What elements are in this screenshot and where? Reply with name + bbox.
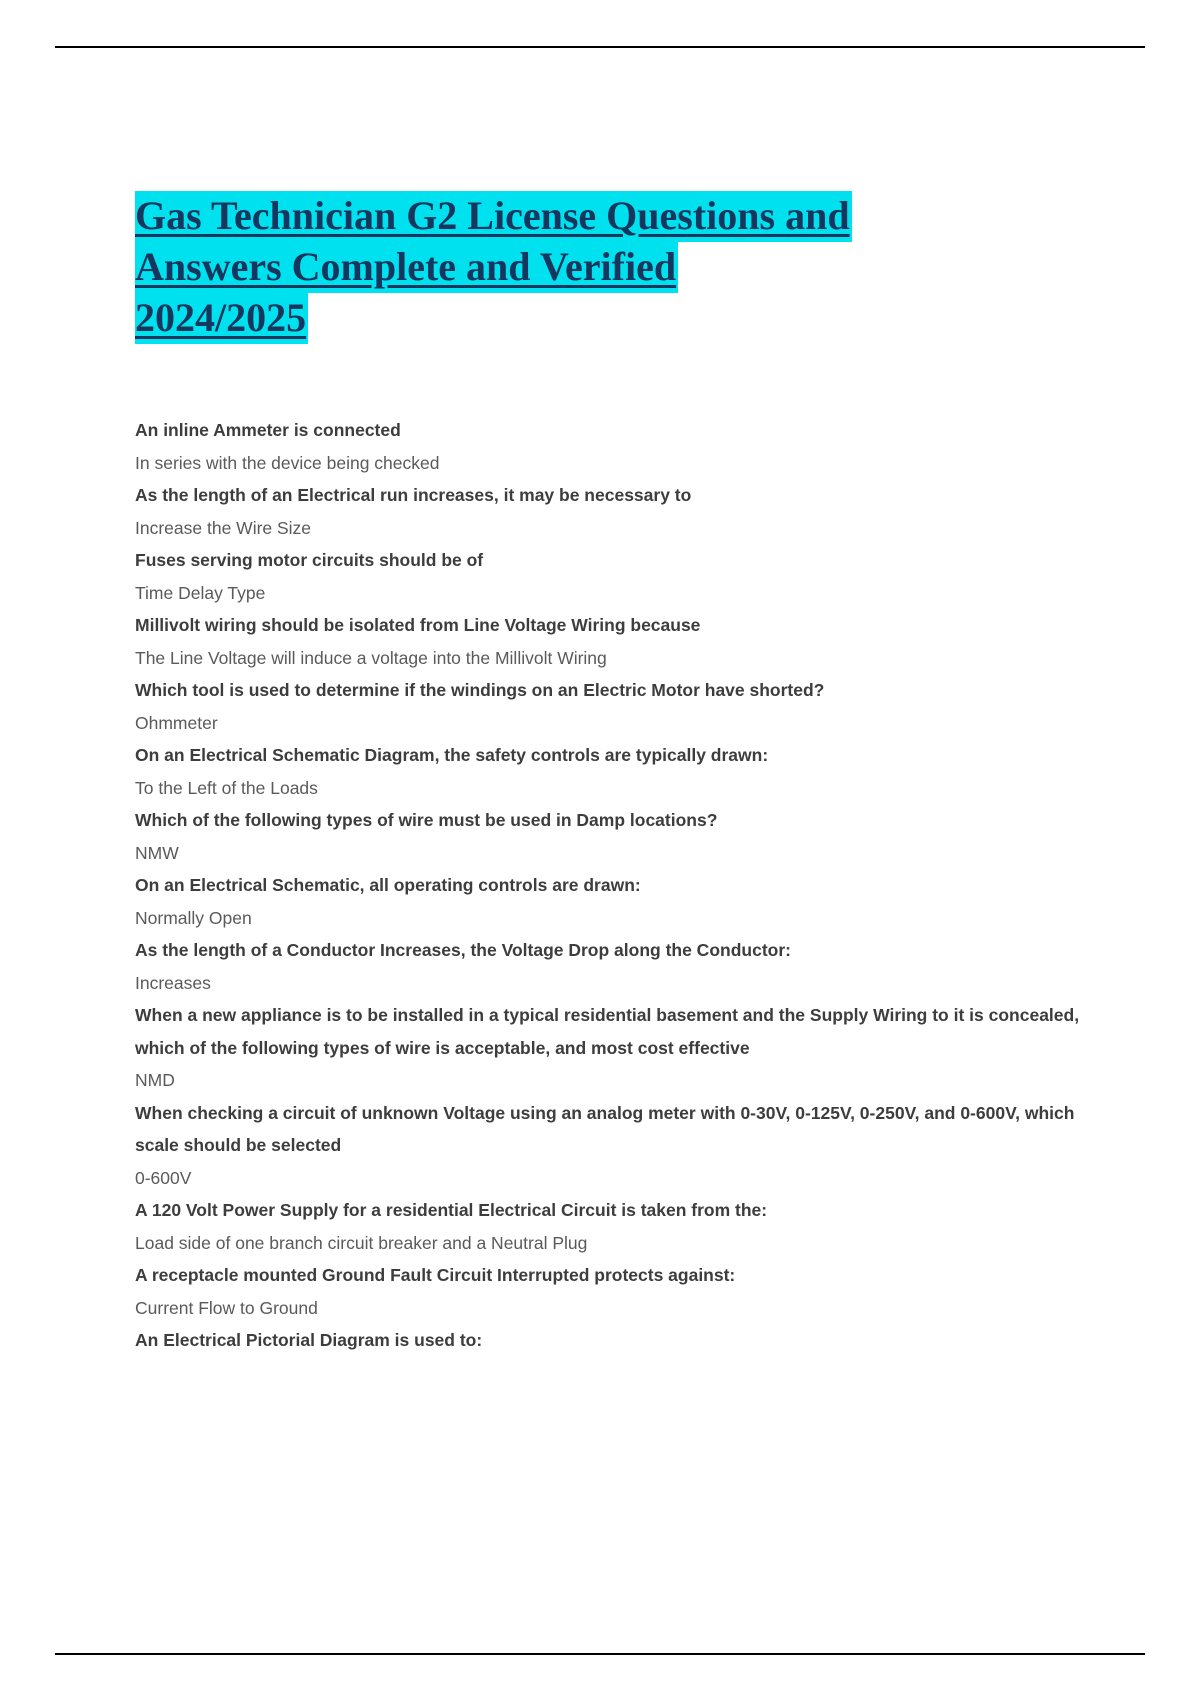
answer-text: NMD [135,1070,175,1090]
qa-item [135,934,1080,999]
answer-text: To the Left of the Loads [135,777,318,798]
answer-text: Load side of one branch circuit breaker and a Neutral Plug [135,1232,588,1253]
question-text: When a new appliance is to be installed in a typical residential basement and the Supply Wiring to it is concealed, which of the following types of wire is acceptable, and most cost effective [135,1005,1080,1058]
question-text: On an Electrical Schematic Diagram, the safety controls are typically drawn: [135,745,769,765]
answer-text: Normally Open [135,907,252,928]
answer-text: Current Flow to Ground [135,1297,318,1318]
title-line: Gas Technician G2 License Questions and [135,191,852,242]
qa-item [135,1324,1080,1357]
qa-item [135,609,1080,674]
question-text: An inline Ammeter is connected [135,420,401,440]
question-text: As the length of an Electrical run increases, it may be necessary to [135,485,692,505]
question-text: As the length of a Conductor Increases, the Voltage Drop along the Conductor: [135,940,791,960]
qa-item [135,739,1080,804]
qa-item [135,869,1080,934]
question-text: An Electrical Pictorial Diagram is used to: [135,1330,483,1350]
answer-text: NMW [135,842,179,863]
title-line: Answers Complete and Verified [135,242,678,293]
question-text: Fuses serving motor circuits should be of [135,550,484,570]
qa-item [135,1194,1080,1259]
qa-item [135,414,1080,479]
answer-text: Increase the Wire Size [135,517,312,538]
question-text: Which tool is used to determine if the windings on an Electric Motor have shorted? [135,680,825,700]
question-text: When checking a circuit of unknown Voltage using an analog meter with 0-30V, 0-125V, 0-250V, and 0-600V, which scale should be selected [135,1102,1075,1155]
question-text: A 120 Volt Power Supply for a residential Electrical Circuit is taken from the: [135,1200,768,1220]
question-text: Millivolt wiring should be isolated from Line Voltage Wiring because [135,615,701,635]
question-text: Which of the following types of wire must be used in Damp locations? [135,810,718,830]
qa-item [135,544,1080,609]
title-line: 2024/2025 [135,293,308,344]
qa-item [135,999,1080,1097]
bottom-rule [55,1653,1145,1655]
qa-item [135,674,1080,739]
question-text: On an Electrical Schematic, all operating controls are drawn: [135,875,641,895]
answer-text: In series with the device being checked [135,452,440,473]
qa-item [135,1097,1080,1195]
qa-item [135,804,1080,869]
answer-text: Increases [135,972,211,993]
qa-item [135,479,1080,544]
answer-text: Time Delay Type [135,582,266,603]
top-rule [55,46,1145,48]
page-title [135,190,1095,343]
answer-text: 0-600V [135,1167,192,1188]
question-text: A receptacle mounted Ground Fault Circuit Interrupted protects against: [135,1265,736,1285]
answer-text: Ohmmeter [135,712,218,733]
qa-list [135,414,1080,1357]
answer-text: The Line Voltage will induce a voltage into the Millivolt Wiring [135,647,607,668]
qa-item [135,1259,1080,1324]
